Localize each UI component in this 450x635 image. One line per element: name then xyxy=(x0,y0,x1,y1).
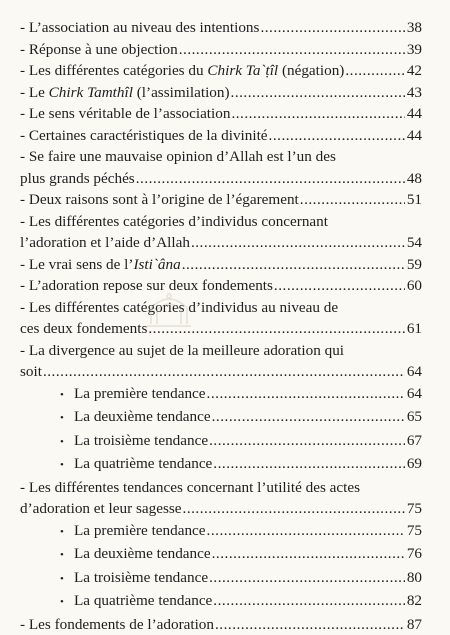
toc-entry-title: - Les différentes tendances concernant l’utilité des actes xyxy=(20,477,360,499)
toc-line xyxy=(20,430,422,454)
toc-line xyxy=(20,567,422,591)
toc-line xyxy=(20,318,422,340)
toc-entry-title: - L’adoration repose sur deux fondements xyxy=(20,275,273,297)
toc-page-number: 75 xyxy=(406,498,422,520)
toc-subentry xyxy=(20,453,422,477)
toc-entry xyxy=(20,189,422,211)
bullet-icon: • xyxy=(60,545,74,567)
toc-entry-title: La quatrième tendance xyxy=(74,590,212,612)
toc-line xyxy=(20,543,422,567)
toc-subentry xyxy=(20,520,422,544)
toc-entry-title: La deuxième tendance xyxy=(74,406,211,428)
toc-subentry xyxy=(20,543,422,567)
toc-page-number: 64 xyxy=(406,383,422,405)
toc-entry-title: La quatrième tendance xyxy=(74,453,212,475)
toc-line xyxy=(20,477,422,499)
toc-entry xyxy=(20,60,422,82)
bullet-icon: • xyxy=(60,592,74,614)
dot-leader xyxy=(207,520,405,542)
toc-page-number: 69 xyxy=(406,453,422,475)
toc-page-number: 48 xyxy=(406,168,422,190)
dot-leader xyxy=(300,189,405,211)
toc-subentry xyxy=(20,406,422,430)
dot-leader xyxy=(231,82,405,104)
toc-page-number: 82 xyxy=(406,590,422,612)
toc-entry xyxy=(20,125,422,147)
toc-line xyxy=(20,254,422,276)
toc-entry-title: soit xyxy=(20,361,42,383)
toc-page-number: 59 xyxy=(406,254,422,276)
toc-entry xyxy=(20,254,422,276)
toc-entry-title: d’adoration et leur sagesse xyxy=(20,498,182,520)
bullet-icon: • xyxy=(60,408,74,430)
toc-entry-title: La première tendance xyxy=(74,520,206,542)
toc-entry xyxy=(20,614,422,635)
dot-leader xyxy=(269,125,405,147)
toc-entry xyxy=(20,17,422,39)
toc-line xyxy=(20,39,422,61)
toc-line xyxy=(20,590,422,614)
bullet-icon: • xyxy=(60,569,74,591)
toc-line xyxy=(20,383,422,407)
toc-subentry xyxy=(20,383,422,407)
toc-entry-title: - Deux raisons sont à l’origine de l’égarement xyxy=(20,189,299,211)
dot-leader xyxy=(136,168,405,190)
toc-line xyxy=(20,103,422,125)
dot-leader xyxy=(212,543,405,565)
toc-page-number: 39 xyxy=(406,39,422,61)
toc-entry xyxy=(20,39,422,61)
toc-entry xyxy=(20,146,422,189)
dot-leader xyxy=(179,39,405,61)
toc-entry-title: La deuxième tendance xyxy=(74,543,211,565)
toc-entry xyxy=(20,477,422,520)
toc-entry-title: ces deux fondements xyxy=(20,318,147,340)
toc-line xyxy=(20,17,422,39)
toc-entry-title: La troisième tendance xyxy=(74,567,208,589)
bullet-icon: • xyxy=(60,385,74,407)
toc-entry-title: - Le Chirk Tamthîl (l’assimilation) xyxy=(20,82,230,104)
toc-entry-title: - L’association au niveau des intentions xyxy=(20,17,259,39)
toc-entry xyxy=(20,275,422,297)
toc-subentry xyxy=(20,430,422,454)
toc-entry-title: - Les fondements de l’adoration xyxy=(20,614,214,635)
dot-leader xyxy=(213,453,405,475)
dot-leader xyxy=(43,361,405,383)
toc-page-number: 38 xyxy=(406,17,422,39)
toc-entry-title: - Les différentes catégories d’individus concernant xyxy=(20,211,328,233)
toc-line xyxy=(20,82,422,104)
toc-entry-title: La troisième tendance xyxy=(74,430,208,452)
toc-entry-title: - Réponse à une objection xyxy=(20,39,178,61)
toc-page-number: 80 xyxy=(406,567,422,589)
toc-entry xyxy=(20,103,422,125)
toc-page-number: 44 xyxy=(406,125,422,147)
toc-entry-title: - La divergence au sujet de la meilleure adoration qui xyxy=(20,340,344,362)
dot-leader xyxy=(209,567,405,589)
toc-line xyxy=(20,614,422,635)
dot-leader xyxy=(212,406,405,428)
toc-line xyxy=(20,60,422,82)
toc-entry-title: - Se faire une mauvaise opinion d’Allah est l’un des xyxy=(20,146,336,168)
bullet-icon: • xyxy=(60,432,74,454)
toc-entry-title: - Les différentes catégories d’individus au niveau de xyxy=(20,297,338,319)
toc-line xyxy=(20,168,422,190)
dot-leader xyxy=(260,17,405,39)
toc-page-number: 51 xyxy=(406,189,422,211)
toc-page-number: 67 xyxy=(406,430,422,452)
toc-line xyxy=(20,340,422,362)
toc-subentry xyxy=(20,590,422,614)
toc-page-number: 76 xyxy=(406,543,422,565)
bullet-icon: • xyxy=(60,455,74,477)
dot-leader xyxy=(231,103,405,125)
toc-line xyxy=(20,275,422,297)
toc-line xyxy=(20,498,422,520)
toc-line xyxy=(20,406,422,430)
toc-page-number: 44 xyxy=(406,103,422,125)
toc-entry xyxy=(20,297,422,340)
toc-entry-title: plus grands péchés xyxy=(20,168,135,190)
toc-entry-title: - Le vrai sens de l’Isti`âna xyxy=(20,254,181,276)
toc-line xyxy=(20,520,422,544)
toc-page-number: 87 xyxy=(406,614,422,635)
dot-leader xyxy=(183,498,405,520)
toc-entry-title: - Le sens véritable de l’association xyxy=(20,103,230,125)
dot-leader xyxy=(182,254,405,276)
dot-leader xyxy=(191,232,405,254)
toc-line xyxy=(20,453,422,477)
toc-line xyxy=(20,125,422,147)
toc-entry-title: - Certaines caractéristiques de la divinité xyxy=(20,125,268,147)
toc-line xyxy=(20,232,422,254)
dot-leader xyxy=(207,383,405,405)
toc-entry-title: l’adoration et l’aide d’Allah xyxy=(20,232,190,254)
toc-page-number: 64 xyxy=(406,361,422,383)
dot-leader xyxy=(215,614,405,635)
toc-page-number: 61 xyxy=(406,318,422,340)
table-of-contents xyxy=(20,17,422,635)
toc-page-number: 54 xyxy=(406,232,422,254)
dot-leader xyxy=(274,275,405,297)
toc-page-number: 42 xyxy=(406,60,422,82)
dot-leader xyxy=(213,590,405,612)
toc-entry-title: - Les différentes catégories du Chirk Ta`ṭîl (négation) xyxy=(20,60,344,82)
toc-page-number: 60 xyxy=(406,275,422,297)
toc-entry xyxy=(20,211,422,254)
toc-line xyxy=(20,211,422,233)
toc-entry xyxy=(20,82,422,104)
toc-line xyxy=(20,361,422,383)
toc-page-number: 65 xyxy=(406,406,422,428)
dot-leader xyxy=(209,430,405,452)
toc-line xyxy=(20,146,422,168)
dot-leader xyxy=(345,60,405,82)
watermark-logo-icon xyxy=(143,286,195,330)
toc-line xyxy=(20,297,422,319)
toc-subentry xyxy=(20,567,422,591)
toc-entry xyxy=(20,340,422,383)
bullet-icon: • xyxy=(60,522,74,544)
toc-page-number: 43 xyxy=(406,82,422,104)
toc-page-number: 75 xyxy=(406,520,422,542)
toc-entry-title: La première tendance xyxy=(74,383,206,405)
toc-line xyxy=(20,189,422,211)
